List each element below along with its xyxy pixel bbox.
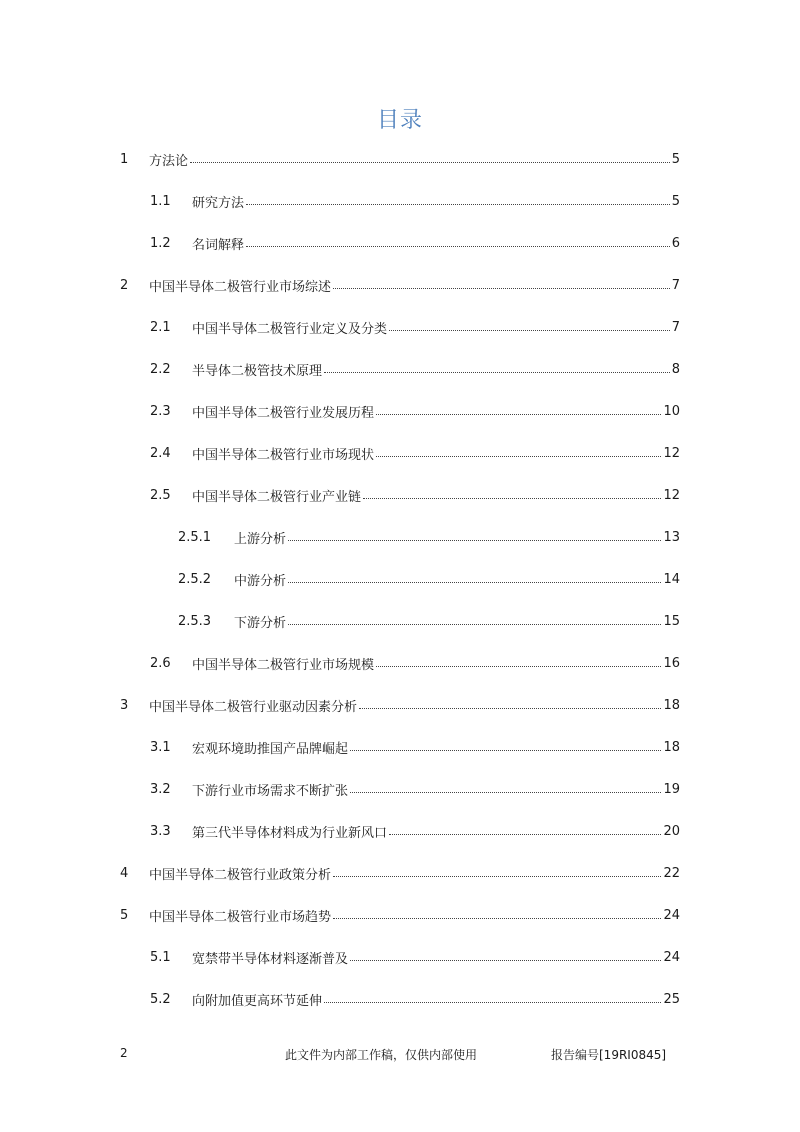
toc-entry-number: 5.2	[150, 991, 171, 1007]
toc-dot-leader	[288, 539, 661, 541]
toc-dot-leader	[190, 161, 670, 163]
toc-entry-number: 2.1	[150, 319, 171, 335]
toc-entry[interactable]	[150, 390, 680, 432]
toc-entry[interactable]	[120, 684, 680, 726]
toc-entry-page[interactable]: 5	[671, 193, 680, 209]
page-footer	[0, 1046, 800, 1066]
toc-entry-number: 5	[120, 907, 129, 923]
toc-dot-leader	[246, 203, 670, 205]
toc-entry-title[interactable]: 中国半导体二极管行业定义及分类	[192, 321, 388, 337]
toc-entry-page[interactable]: 13	[663, 529, 680, 545]
toc-entry[interactable]	[178, 516, 680, 558]
toc-entry[interactable]	[150, 642, 680, 684]
toc-entry-number: 3.3	[150, 823, 171, 839]
toc-entry-title[interactable]: 中国半导体二极管行业发展历程	[192, 405, 375, 421]
toc-entry-title[interactable]: 向附加值更高环节延伸	[192, 993, 323, 1009]
footer-report-number: 报告编号[19RI0845]	[551, 1048, 667, 1062]
toc-entry-number: 5.1	[150, 949, 171, 965]
toc-entry-page[interactable]: 14	[663, 571, 680, 587]
toc-entry[interactable]	[150, 810, 680, 852]
toc-entry-number: 2.5.2	[178, 571, 212, 587]
toc-dot-leader	[389, 329, 670, 331]
toc-dot-leader	[324, 371, 670, 373]
toc-entry[interactable]	[120, 264, 680, 306]
toc-dot-leader	[333, 287, 670, 289]
toc-entry-title[interactable]: 中国半导体二极管行业驱动因素分析	[149, 699, 358, 715]
toc-dot-leader	[363, 497, 661, 499]
toc-entry-page[interactable]: 12	[663, 487, 680, 503]
toc-entry[interactable]	[150, 768, 680, 810]
toc-entry-page[interactable]: 25	[663, 991, 680, 1007]
toc-entry-page[interactable]: 5	[671, 151, 680, 167]
toc-dot-leader	[324, 1001, 661, 1003]
toc-dot-leader	[350, 749, 661, 751]
toc-entry-number: 3	[120, 697, 129, 713]
toc-entry-title[interactable]: 宏观环境助推国产品牌崛起	[192, 741, 349, 757]
toc-entry[interactable]	[150, 432, 680, 474]
toc-entry[interactable]	[150, 978, 680, 1020]
toc-entry-title[interactable]: 中国半导体二极管行业市场现状	[192, 447, 375, 463]
toc-title: 目录	[376, 108, 423, 133]
toc-entry-page[interactable]: 6	[671, 235, 680, 251]
toc-entry-page[interactable]: 19	[663, 781, 680, 797]
toc-dot-leader	[359, 707, 661, 709]
toc-entry-number: 1.2	[150, 235, 171, 251]
footer-confidential-note: 此文件为内部工作稿，仅供内部使用	[285, 1048, 478, 1062]
toc-entry-page[interactable]: 24	[663, 949, 680, 965]
toc-entry-title[interactable]: 名词解释	[192, 237, 245, 253]
toc-entry-number: 2.5.3	[178, 613, 212, 629]
toc-entry-number: 3.2	[150, 781, 171, 797]
toc-entry[interactable]	[120, 852, 680, 894]
toc-entry-title[interactable]: 中国半导体二极管行业市场综述	[149, 279, 332, 295]
toc-entry-page[interactable]: 18	[663, 697, 680, 713]
toc-entry[interactable]	[150, 180, 680, 222]
toc-entry-page[interactable]: 22	[663, 865, 680, 881]
toc-entry-page[interactable]: 24	[663, 907, 680, 923]
toc-entry-title[interactable]: 上游分析	[234, 531, 287, 547]
toc-entry[interactable]	[150, 306, 680, 348]
toc-entry-page[interactable]: 18	[663, 739, 680, 755]
toc-entry-title[interactable]: 下游行业市场需求不断扩张	[192, 783, 349, 799]
toc-entry-title[interactable]: 中国半导体二极管行业市场趋势	[149, 909, 332, 925]
toc-entry-number: 4	[120, 865, 129, 881]
toc-entry-title[interactable]: 半导体二极管技术原理	[192, 363, 323, 379]
toc-entry-number: 1.1	[150, 193, 171, 209]
toc-entry[interactable]	[150, 474, 680, 516]
toc-entry-page[interactable]: 20	[663, 823, 680, 839]
toc-dot-leader	[376, 665, 661, 667]
toc-entry[interactable]	[150, 726, 680, 768]
toc-entry-title[interactable]: 第三代半导体材料成为行业新风口	[192, 825, 388, 841]
toc-entry[interactable]	[120, 138, 680, 180]
toc-entry[interactable]	[150, 348, 680, 390]
toc-entry-number: 2.3	[150, 403, 171, 419]
toc-entry-title[interactable]: 方法论	[149, 153, 189, 169]
toc-dot-leader	[389, 833, 661, 835]
toc-entry-number: 2.4	[150, 445, 171, 461]
toc-dot-leader	[288, 581, 661, 583]
toc-entry-number: 2.5.1	[178, 529, 212, 545]
toc-entry-title[interactable]: 中游分析	[234, 573, 287, 589]
toc-entry-page[interactable]: 7	[671, 319, 680, 335]
toc-entry[interactable]	[150, 936, 680, 978]
toc-dot-leader	[333, 875, 661, 877]
toc-entry-number: 3.1	[150, 739, 171, 755]
toc-entry-number: 1	[120, 151, 129, 167]
toc-dot-leader	[376, 413, 661, 415]
toc-entry-title[interactable]: 中国半导体二极管行业政策分析	[149, 867, 332, 883]
toc-entry-title[interactable]: 下游分析	[234, 615, 287, 631]
toc-entry-page[interactable]: 7	[671, 277, 680, 293]
footer-page-number: 2	[120, 1046, 128, 1060]
toc-entry-page[interactable]: 16	[663, 655, 680, 671]
toc-entry[interactable]	[178, 558, 680, 600]
toc-dot-leader	[350, 959, 661, 961]
toc-entry[interactable]	[120, 894, 680, 936]
toc-entry-title[interactable]: 中国半导体二极管行业市场规模	[192, 657, 375, 673]
toc-dot-leader	[288, 623, 661, 625]
toc-entry-title[interactable]: 中国半导体二极管行业产业链	[192, 489, 362, 505]
toc-entry-page[interactable]: 12	[663, 445, 680, 461]
toc-entry[interactable]	[178, 600, 680, 642]
toc-dot-leader	[246, 245, 670, 247]
toc-dot-leader	[350, 791, 661, 793]
toc-entry-title[interactable]: 宽禁带半导体材料逐渐普及	[192, 951, 349, 967]
toc-entry-title[interactable]: 研究方法	[192, 195, 245, 211]
toc-entry-number: 2.6	[150, 655, 171, 671]
toc-entry-number: 2	[120, 277, 129, 293]
toc-entry-page[interactable]: 8	[671, 361, 680, 377]
toc-entry-page[interactable]: 15	[663, 613, 680, 629]
toc-entry-number: 2.2	[150, 361, 171, 377]
toc-dot-leader	[376, 455, 661, 457]
toc-dot-leader	[333, 917, 661, 919]
toc-entry[interactable]	[150, 222, 680, 264]
toc-entry-page[interactable]: 10	[663, 403, 680, 419]
toc-entry-number: 2.5	[150, 487, 171, 503]
